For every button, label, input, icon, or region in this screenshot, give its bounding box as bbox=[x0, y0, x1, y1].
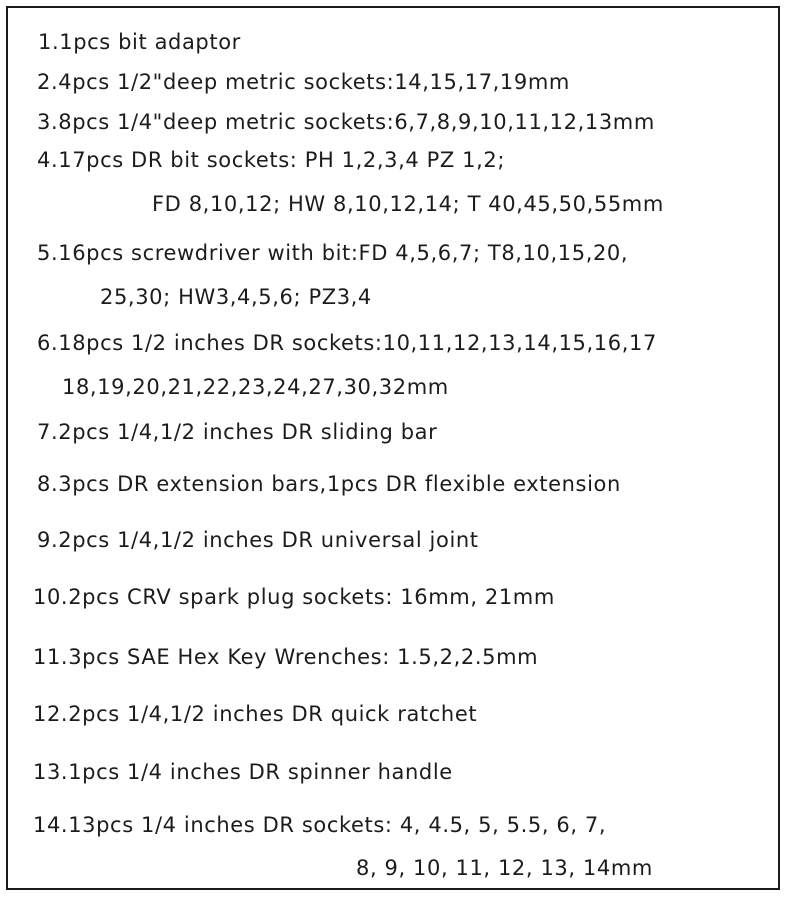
item-5-line-2: 25,30; HW3,4,5,6; PZ3,4 bbox=[100, 285, 372, 309]
item-14-line-1: 14.13pcs 1/4 inches DR sockets: 4, 4.5, 5, 5.5, 6, 7, bbox=[33, 813, 607, 837]
spec-list-frame bbox=[6, 6, 780, 890]
item-4-line-1: 4.17pcs DR bit sockets: PH 1,2,3,4 PZ 1,2; bbox=[37, 148, 506, 172]
item-8: 8.3pcs DR extension bars,1pcs DR flexible extension bbox=[37, 472, 621, 496]
item-11: 11.3pcs SAE Hex Key Wrenches: 1.5,2,2.5mm bbox=[33, 645, 539, 669]
item-6-line-1: 6.18pcs 1/2 inches DR sockets:10,11,12,13,14,15,16,17 bbox=[37, 331, 657, 355]
item-6-line-2: 18,19,20,21,22,23,24,27,30,32mm bbox=[62, 375, 449, 399]
item-12: 12.2pcs 1/4,1/2 inches DR quick ratchet bbox=[33, 702, 478, 726]
item-7: 7.2pcs 1/4,1/2 inches DR sliding bar bbox=[37, 420, 438, 444]
item-1: 1.1pcs bit adaptor bbox=[38, 30, 241, 54]
item-10: 10.2pcs CRV spark plug sockets: 16mm, 21mm bbox=[33, 585, 555, 609]
item-5-line-1: 5.16pcs screwdriver with bit:FD 4,5,6,7; T8,10,15,20, bbox=[37, 241, 629, 265]
item-4-line-2: FD 8,10,12; HW 8,10,12,14; T 40,45,50,55mm bbox=[152, 192, 664, 216]
item-14-line-2: 8, 9, 10, 11, 12, 13, 14mm bbox=[356, 856, 653, 880]
item-2: 2.4pcs 1/2"deep metric sockets:14,15,17,19mm bbox=[37, 70, 570, 94]
item-9: 9.2pcs 1/4,1/2 inches DR universal joint bbox=[37, 528, 479, 552]
item-13: 13.1pcs 1/4 inches DR spinner handle bbox=[33, 760, 453, 784]
item-3: 3.8pcs 1/4"deep metric sockets:6,7,8,9,10,11,12,13mm bbox=[37, 110, 655, 134]
